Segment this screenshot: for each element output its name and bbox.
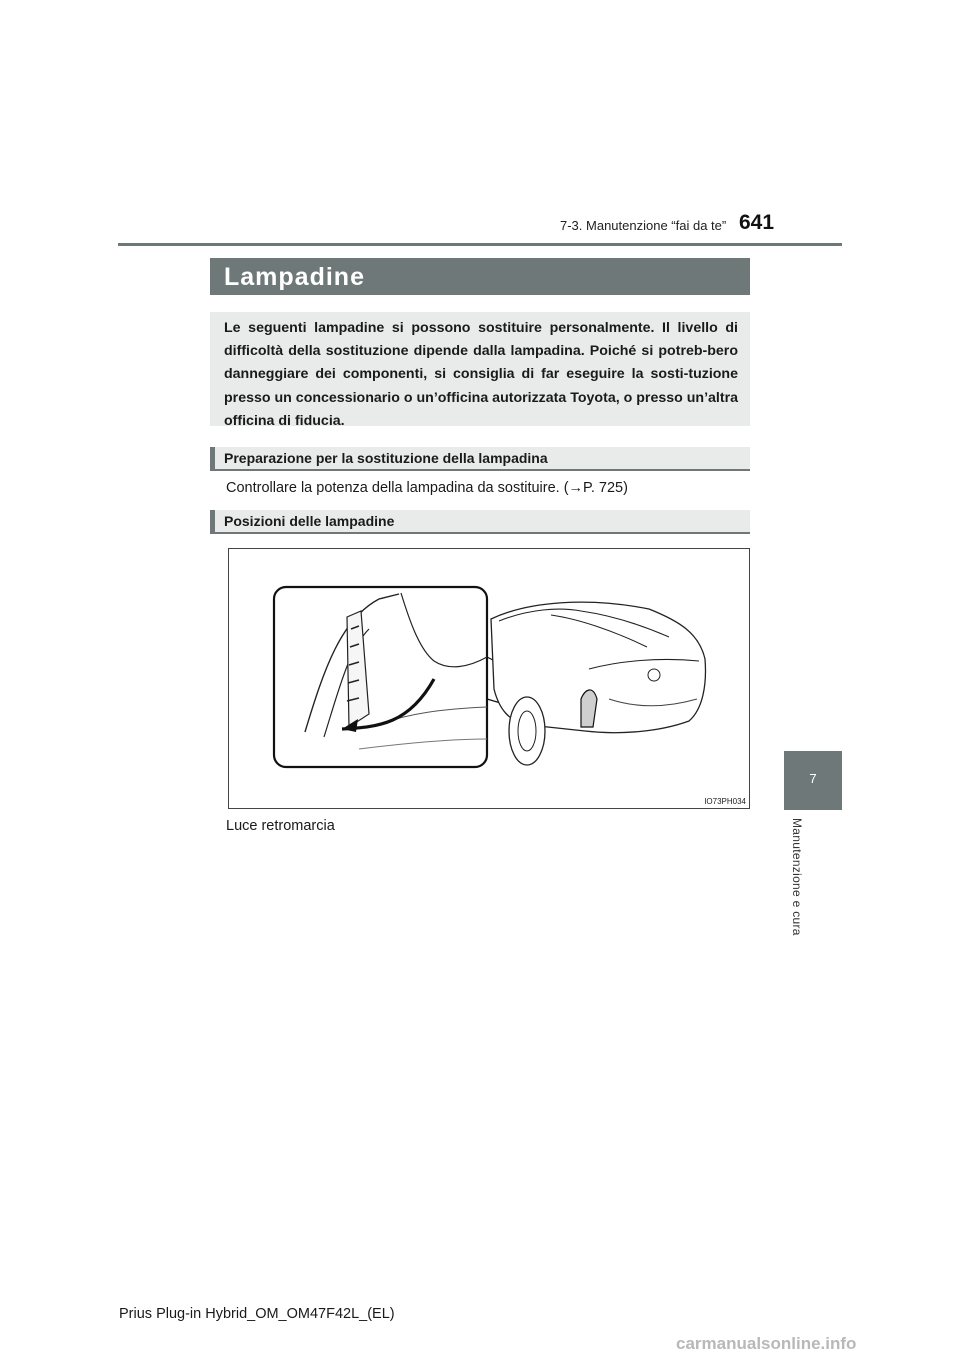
page-number: 641 (739, 211, 775, 234)
watermark: carmanualsonline.info (676, 1334, 857, 1353)
car-rear-illustration (229, 549, 749, 808)
chapter-tab[interactable] (784, 751, 842, 810)
section-header: 7-3. Manutenzione “fai da te” (560, 218, 727, 233)
intro-box (210, 312, 750, 429)
footer-model: Prius Plug-in Hybrid_OM_OM47F42L_(EL) (119, 1306, 395, 1322)
subheading-positions (210, 510, 750, 534)
title-bar (210, 258, 750, 295)
header-rule (118, 243, 842, 246)
chapter-number: 7 (809, 771, 817, 786)
chapter-label: Manutenzione e cura (790, 818, 804, 936)
bulb-location-figure (228, 548, 750, 809)
figure-code: IO73PH034 (704, 797, 746, 806)
subheading-preparation (210, 447, 750, 471)
subheading-positions-label: Posizioni delle lampadine (224, 513, 395, 529)
preparation-text: Controllare la potenza della lampadina da sostituire. (→P. 725) (226, 480, 628, 496)
subheading-preparation-label: Preparazione per la sostituzione della lampadina (224, 450, 548, 466)
figure-caption: Luce retromarcia (226, 818, 335, 834)
page-title: Lampadine (224, 263, 365, 291)
intro-text: Le seguenti lampadine si possono sostituire personalmente. Il livello di difficoltà della sostituzione dipende dalla lampadina. Poiché si potreb-bero danneggiare dei componenti, si consiglia di far eseguire la sosti-tuzione presso un concessionario o un’officina autorizzata Toyota, o presso un’altra officina di fiducia. (224, 320, 738, 429)
